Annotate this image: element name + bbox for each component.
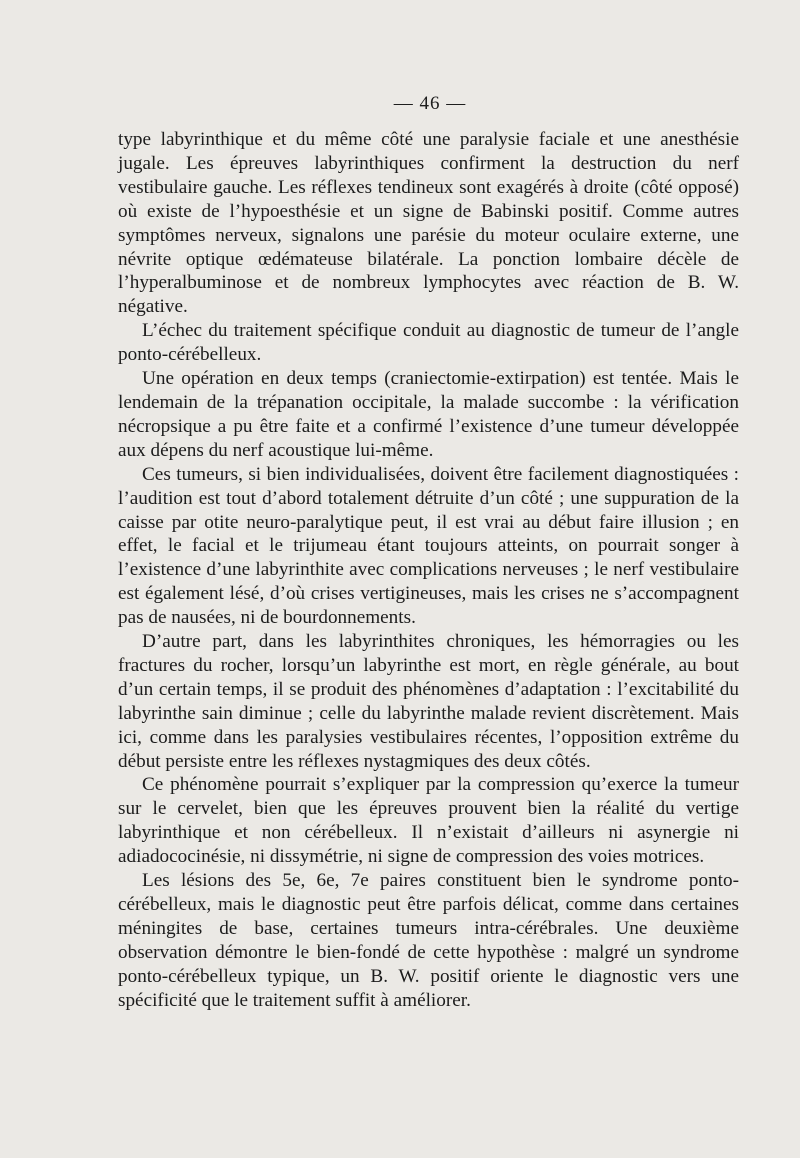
paragraph-2: L’échec du traitement spécifique conduit au diagnostic de tumeur de l’angle ponto-cérébelleux. bbox=[118, 320, 739, 366]
paragraph-3: Une opération en deux temps (craniectomie-extirpation) est tentée. Mais le lendemain de la trépanation occipitale, la malade succombe : la vérification nécropsique a pu être faite et a confirmé l’existence d’une tumeur développée aux dépens du nerf acoustique lui-même. bbox=[118, 368, 739, 461]
paragraph-5: D’autre part, dans les labyrinthites chroniques, les hémorragies ou les fractures du rocher, lorsqu’un labyrinthe est mort, en règle générale, au bout d’un certain temps, il se produit des phénomènes d’adaptation : l’excitabilité du labyrinthe sain diminue ; celle du labyrinthe malade revient discrètement. Mais ici, comme dans les paralysies vestibulaires récentes, l’opposition extrême du début persiste entre les réflexes nystagmiques des deux côtés. bbox=[118, 631, 739, 772]
paragraph-6: Ce phénomène pourrait s’expliquer par la compression qu’exerce la tumeur sur le cervelet, bien que les épreuves prouvent bien la réalité du vertige labyrinthique et non cérébelleux. Il n’existait d’ailleurs ni asynergie ni adiadococinésie, ni dissymétrie, ni signe de compression des voies motrices. bbox=[118, 774, 739, 868]
paragraph-1: type labyrinthique et du même côté une paralysie faciale et une anesthésie jugale. Les épreuves labyrinthiques confirment la destruction du nerf vestibulaire gauche. Les réflexes tendineux sont exagérés à droite (côté opposé) où existe de l’hypoesthésie et un signe de Babinski positif. Comme autres symptômes nerveux, signalons une parésie du moteur oculaire externe, une névrite optique œdémateuse bilatérale. La ponction lombaire décèle de l’hyperalbuminose et de nombreux lymphocytes avec réaction de B. W. négative. bbox=[118, 129, 739, 318]
page-number: — 46 — bbox=[393, 93, 467, 114]
paragraph-4: Ces tumeurs, si bien individualisées, doivent être facilement diagnostiquées : l’audition est tout d’abord totalement détruite d’un côté ; une suppuration de la caisse par otite neuro-paralytique peut, il est vrai au début faire illusion ; en effet, le facial et le trijumeau étant toujours atteints, on pourrait songer à l’existence d’une labyrinthite avec complications nerveuses ; le nerf vestibulaire est également lésé, d’où crises vertigineuses, mais les crises ne s’accompagnent pas de nausées, ni de bourdonnements. bbox=[118, 463, 739, 629]
paragraph-7: Les lésions des 5e, 6e, 7e paires constituent bien le syndrome ponto-cérébelleux, mais le diagnostic peut être parfois délicat, comme dans certaines méningites de base, certaines tumeurs intra-cérébrales. Une deuxième observation démontre le bien-fondé de cette hypothèse : malgré un syndrome ponto-cérébelleux typique, un B. W. positif oriente le diagnostic vers une spécificité que le traitement suffit à améliorer. bbox=[118, 870, 739, 1011]
body-text bbox=[118, 128, 739, 1013]
